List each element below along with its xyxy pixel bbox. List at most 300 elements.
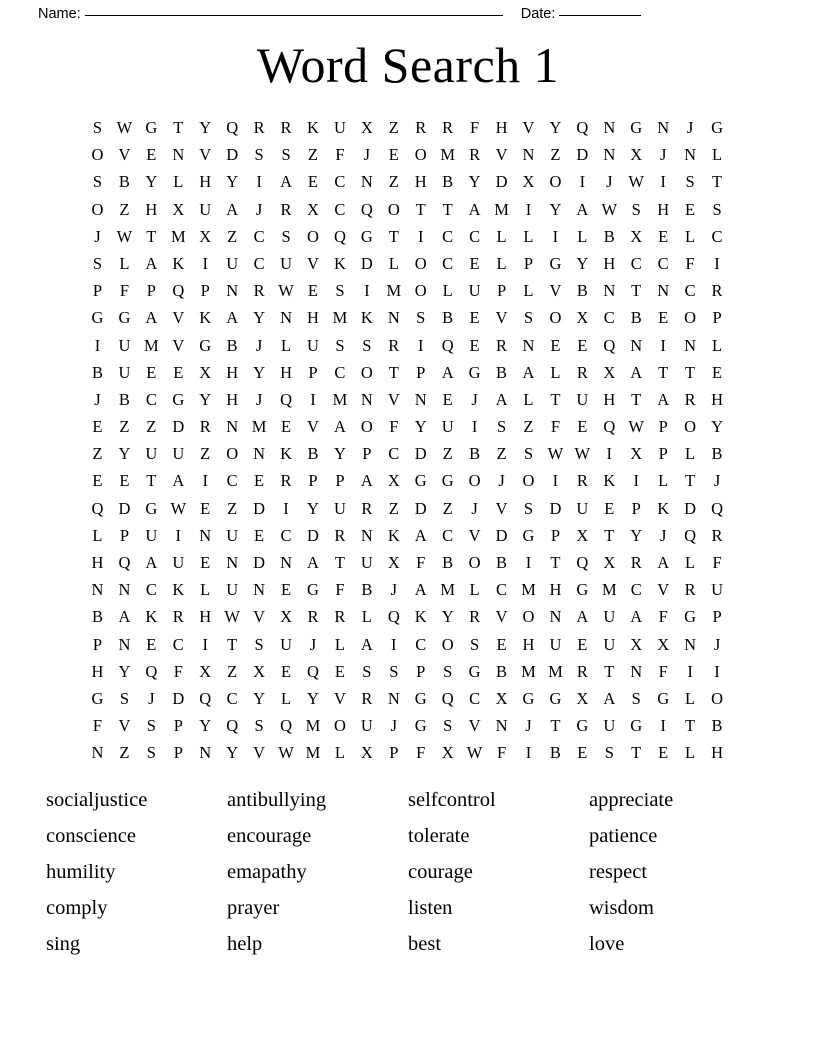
grid-cell[interactable]: U xyxy=(226,525,239,545)
grid-cell[interactable]: X xyxy=(576,688,589,708)
grid-cell[interactable]: S xyxy=(523,308,534,328)
grid-cell[interactable]: E xyxy=(469,308,480,328)
grid-cell[interactable]: C xyxy=(226,688,238,708)
grid-cell[interactable]: P xyxy=(173,743,183,763)
grid-cell[interactable]: U xyxy=(603,634,616,654)
grid-cell[interactable]: Q xyxy=(360,199,373,219)
grid-cell[interactable]: E xyxy=(254,525,265,545)
grid-cell[interactable]: P xyxy=(92,634,103,654)
grid-cell[interactable]: H xyxy=(199,172,212,192)
grid-cell[interactable]: Z xyxy=(388,172,399,192)
grid-cell[interactable]: N xyxy=(414,389,427,409)
grid-cell[interactable]: X xyxy=(630,634,643,654)
grid-cell[interactable]: L xyxy=(523,281,534,301)
grid-cell[interactable]: A xyxy=(226,308,239,328)
grid-cell[interactable]: D xyxy=(414,444,427,464)
grid-cell[interactable]: S xyxy=(281,145,291,165)
grid-cell[interactable]: S xyxy=(92,118,103,137)
grid-cell[interactable]: M xyxy=(332,308,348,328)
grid-cell[interactable]: Q xyxy=(387,607,400,627)
grid-cell[interactable]: T xyxy=(685,362,696,382)
grid-cell[interactable]: N xyxy=(253,580,266,600)
grid-cell[interactable]: N xyxy=(657,281,670,301)
grid-cell[interactable]: M xyxy=(521,661,536,681)
grid-cell[interactable]: A xyxy=(495,389,508,409)
grid-cell[interactable]: D xyxy=(495,172,508,192)
grid-cell[interactable]: Q xyxy=(576,118,589,137)
grid-cell[interactable]: N xyxy=(91,580,104,600)
grid-cell[interactable]: U xyxy=(145,444,158,464)
grid-cell[interactable]: Y xyxy=(118,444,131,464)
grid-cell[interactable]: I xyxy=(525,553,532,572)
grid-cell[interactable]: T xyxy=(146,226,157,246)
grid-cell[interactable]: T xyxy=(604,661,615,681)
grid-cell[interactable]: E xyxy=(92,471,103,491)
grid-cell[interactable]: E xyxy=(658,226,669,246)
grid-cell[interactable]: Y xyxy=(307,498,319,518)
grid-cell[interactable]: G xyxy=(576,716,589,736)
grid-cell[interactable]: U xyxy=(226,580,239,600)
grid-cell[interactable]: M xyxy=(521,580,536,600)
grid-cell[interactable]: R xyxy=(280,118,292,137)
grid-cell[interactable]: R xyxy=(630,553,642,572)
grid-cell[interactable]: S xyxy=(631,688,641,708)
grid-cell[interactable]: H xyxy=(145,199,158,219)
grid-cell[interactable]: X xyxy=(441,743,454,763)
grid-cell[interactable]: E xyxy=(469,335,480,355)
grid-cell[interactable]: T xyxy=(685,716,696,736)
grid-cell[interactable]: S xyxy=(416,308,426,328)
grid-cell[interactable]: D xyxy=(253,553,266,572)
grid-cell[interactable]: X xyxy=(280,607,292,627)
grid-cell[interactable]: L xyxy=(200,580,211,600)
grid-cell[interactable]: U xyxy=(333,118,346,137)
grid-cell[interactable]: P xyxy=(173,716,183,736)
grid-cell[interactable]: P xyxy=(119,525,129,545)
grid-cell[interactable]: A xyxy=(118,607,131,627)
grid-cell[interactable]: B xyxy=(496,362,508,382)
grid-cell[interactable]: I xyxy=(660,172,666,192)
grid-cell[interactable]: X xyxy=(522,172,535,192)
word-list-item[interactable]: encourage xyxy=(227,825,312,847)
grid-cell[interactable]: U xyxy=(145,525,158,545)
grid-cell[interactable]: M xyxy=(251,417,267,437)
grid-cell[interactable]: S xyxy=(712,199,722,219)
grid-cell[interactable]: G xyxy=(145,118,158,137)
grid-cell[interactable]: U xyxy=(603,716,616,736)
word-list-item[interactable]: sing xyxy=(46,933,81,955)
grid-cell[interactable]: A xyxy=(576,199,589,219)
grid-cell[interactable]: K xyxy=(199,308,212,328)
name-write-in-line[interactable] xyxy=(85,15,503,16)
grid-cell[interactable]: N xyxy=(522,145,535,165)
grid-cell[interactable]: L xyxy=(550,362,561,382)
word-list-item[interactable]: conscience xyxy=(46,825,136,847)
grid-cell[interactable]: B xyxy=(442,553,454,572)
grid-cell[interactable]: V xyxy=(307,253,319,273)
grid-cell[interactable]: W xyxy=(224,607,240,627)
grid-cell[interactable]: J xyxy=(686,118,694,137)
word-list-item[interactable]: love xyxy=(589,933,625,955)
grid-cell[interactable]: J xyxy=(713,471,721,491)
grid-cell[interactable]: J xyxy=(390,716,397,736)
grid-cell[interactable]: F xyxy=(92,716,103,736)
grid-cell[interactable]: C xyxy=(145,580,157,600)
grid-cell[interactable]: I xyxy=(364,281,370,301)
grid-cell[interactable]: O xyxy=(711,688,723,708)
grid-cell[interactable]: P xyxy=(550,525,560,545)
grid-cell[interactable]: A xyxy=(307,553,319,572)
grid-cell[interactable]: F xyxy=(173,661,183,681)
grid-cell[interactable]: I xyxy=(202,634,208,654)
grid-cell[interactable]: Z xyxy=(227,498,238,518)
grid-cell[interactable]: L xyxy=(685,226,696,246)
grid-cell[interactable]: A xyxy=(414,580,427,600)
grid-cell[interactable]: R xyxy=(334,607,346,627)
grid-cell[interactable]: G xyxy=(468,362,481,382)
grid-cell[interactable]: H xyxy=(91,553,104,572)
grid-cell[interactable]: Q xyxy=(226,716,239,736)
grid-cell[interactable]: X xyxy=(387,471,400,491)
grid-cell[interactable]: H xyxy=(657,199,670,219)
grid-cell[interactable]: E xyxy=(119,471,130,491)
grid-cell[interactable]: Z xyxy=(146,417,157,437)
grid-cell[interactable]: S xyxy=(523,444,534,464)
grid-cell[interactable]: I xyxy=(606,444,613,464)
grid-cell[interactable]: R xyxy=(280,471,292,491)
grid-cell[interactable]: I xyxy=(714,661,720,681)
grid-cell[interactable]: N xyxy=(199,743,212,763)
grid-cell[interactable]: Y xyxy=(226,743,239,763)
grid-cell[interactable]: Z xyxy=(388,498,399,518)
grid-cell[interactable]: C xyxy=(496,580,508,600)
grid-cell[interactable]: Z xyxy=(388,118,399,137)
grid-cell[interactable]: D xyxy=(118,498,131,518)
grid-cell[interactable]: J xyxy=(498,471,505,491)
grid-cell[interactable]: G xyxy=(360,226,373,246)
grid-cell[interactable]: K xyxy=(657,498,670,518)
grid-cell[interactable]: E xyxy=(577,335,588,355)
grid-cell[interactable]: G xyxy=(414,716,427,736)
grid-cell[interactable]: L xyxy=(577,226,588,246)
grid-cell[interactable]: W xyxy=(628,172,644,192)
grid-cell[interactable]: S xyxy=(254,634,264,654)
grid-cell[interactable]: F xyxy=(685,253,695,273)
grid-cell[interactable]: F xyxy=(712,553,722,572)
grid-cell[interactable]: G xyxy=(91,688,104,708)
grid-cell[interactable]: I xyxy=(417,335,424,355)
grid-cell[interactable]: O xyxy=(91,199,104,219)
grid-cell[interactable]: Q xyxy=(307,661,319,681)
grid-cell[interactable]: T xyxy=(550,553,561,572)
grid-cell[interactable]: I xyxy=(660,716,666,736)
grid-cell[interactable]: T xyxy=(711,172,723,192)
word-list-item[interactable]: listen xyxy=(408,897,453,919)
grid-cell[interactable]: E xyxy=(280,580,292,600)
grid-cell[interactable]: H xyxy=(711,743,723,763)
grid-cell[interactable]: P xyxy=(631,498,641,518)
grid-cell[interactable]: R xyxy=(469,145,481,165)
grid-cell[interactable]: I xyxy=(660,335,666,355)
grid-cell[interactable]: B xyxy=(469,444,481,464)
grid-cell[interactable]: X xyxy=(630,145,643,165)
grid-cell[interactable]: P xyxy=(416,661,426,681)
grid-cell[interactable]: L xyxy=(496,253,507,273)
grid-cell[interactable]: R xyxy=(576,362,588,382)
grid-cell[interactable]: I xyxy=(714,253,720,273)
word-list-item[interactable]: antibullying xyxy=(227,789,327,811)
grid-cell[interactable]: K xyxy=(387,525,400,545)
grid-cell[interactable]: G xyxy=(118,308,131,328)
grid-cell[interactable]: D xyxy=(414,498,427,518)
grid-cell[interactable]: O xyxy=(414,145,427,165)
grid-cell[interactable]: A xyxy=(576,607,589,627)
grid-cell[interactable]: N xyxy=(684,634,697,654)
grid-cell[interactable]: Z xyxy=(523,417,534,437)
grid-cell[interactable]: G xyxy=(630,118,643,137)
grid-cell[interactable]: E xyxy=(658,308,669,328)
grid-cell[interactable]: Q xyxy=(684,525,697,545)
grid-cell[interactable]: T xyxy=(658,362,669,382)
word-list-item[interactable]: appreciate xyxy=(589,789,674,811)
grid-cell[interactable]: Y xyxy=(576,253,589,273)
grid-cell[interactable]: E xyxy=(496,634,507,654)
grid-cell[interactable]: I xyxy=(552,226,559,246)
grid-cell[interactable]: M xyxy=(386,281,402,301)
grid-cell[interactable]: Z xyxy=(119,417,130,437)
grid-cell[interactable]: R xyxy=(711,281,723,301)
grid-cell[interactable]: N xyxy=(603,118,616,137)
grid-cell[interactable]: L xyxy=(685,553,696,572)
grid-cell[interactable]: A xyxy=(630,607,643,627)
grid-cell[interactable]: E xyxy=(280,417,292,437)
grid-cell[interactable]: C xyxy=(253,253,265,273)
grid-cell[interactable]: W xyxy=(547,444,564,464)
grid-cell[interactable]: M xyxy=(332,389,348,409)
grid-cell[interactable]: O xyxy=(333,716,346,736)
grid-cell[interactable]: O xyxy=(441,634,454,654)
grid-cell[interactable]: B xyxy=(91,607,103,627)
grid-cell[interactable]: V xyxy=(253,607,266,627)
grid-cell[interactable]: H xyxy=(522,634,535,654)
grid-cell[interactable]: S xyxy=(146,716,156,736)
grid-cell[interactable]: G xyxy=(630,716,643,736)
grid-cell[interactable]: K xyxy=(307,118,319,137)
grid-cell[interactable]: S xyxy=(146,743,156,763)
grid-cell[interactable]: S xyxy=(631,199,641,219)
grid-cell[interactable]: F xyxy=(335,145,345,165)
grid-cell[interactable]: J xyxy=(390,580,397,600)
grid-cell[interactable]: N xyxy=(684,145,697,165)
grid-cell[interactable]: O xyxy=(387,199,400,219)
grid-cell[interactable]: T xyxy=(334,553,345,572)
date-write-in-line[interactable] xyxy=(559,15,641,16)
grid-cell[interactable]: S xyxy=(281,226,291,246)
grid-cell[interactable]: E xyxy=(146,362,157,382)
grid-cell[interactable]: G xyxy=(711,118,723,137)
grid-cell[interactable]: G xyxy=(522,525,535,545)
grid-cell[interactable]: L xyxy=(442,281,453,301)
grid-cell[interactable]: N xyxy=(226,417,239,437)
grid-cell[interactable]: I xyxy=(633,471,639,491)
grid-cell[interactable]: I xyxy=(417,226,424,246)
grid-cell[interactable]: O xyxy=(414,253,427,273)
grid-cell[interactable]: N xyxy=(91,743,104,763)
grid-cell[interactable]: T xyxy=(227,634,238,654)
grid-cell[interactable]: N xyxy=(630,335,643,355)
grid-cell[interactable]: Z xyxy=(227,661,238,681)
grid-cell[interactable]: C xyxy=(469,226,481,246)
grid-cell[interactable]: R xyxy=(253,118,265,137)
grid-cell[interactable]: E xyxy=(200,498,211,518)
grid-cell[interactable]: J xyxy=(94,389,101,409)
grid-cell[interactable]: V xyxy=(495,607,508,627)
grid-cell[interactable]: I xyxy=(471,417,478,437)
grid-cell[interactable]: S xyxy=(443,661,453,681)
grid-cell[interactable]: I xyxy=(310,389,316,409)
grid-cell[interactable]: C xyxy=(388,444,400,464)
grid-cell[interactable]: V xyxy=(118,716,131,736)
grid-cell[interactable]: M xyxy=(440,580,455,600)
grid-cell[interactable]: I xyxy=(256,172,262,192)
grid-cell[interactable]: T xyxy=(631,389,642,409)
grid-cell[interactable]: J xyxy=(255,199,263,219)
word-list-item[interactable]: wisdom xyxy=(589,897,654,919)
grid-cell[interactable]: N xyxy=(387,308,400,328)
grid-cell[interactable]: V xyxy=(333,688,346,708)
grid-cell[interactable]: A xyxy=(145,253,158,273)
word-list-item[interactable]: comply xyxy=(46,897,108,919)
grid-cell[interactable]: B xyxy=(496,553,508,572)
grid-cell[interactable]: F xyxy=(416,743,426,763)
grid-cell[interactable]: W xyxy=(278,281,294,301)
grid-cell[interactable]: V xyxy=(307,417,319,437)
grid-cell[interactable]: U xyxy=(576,498,589,518)
grid-cell[interactable]: Y xyxy=(414,417,427,437)
grid-cell[interactable]: N xyxy=(280,553,292,572)
grid-cell[interactable]: E xyxy=(307,172,319,192)
grid-cell[interactable]: S xyxy=(92,253,103,273)
grid-cell[interactable]: Z xyxy=(442,444,453,464)
grid-cell[interactable]: S xyxy=(335,335,345,355)
grid-cell[interactable]: B xyxy=(442,172,454,192)
grid-cell[interactable]: O xyxy=(549,172,562,192)
grid-cell[interactable]: H xyxy=(495,118,508,137)
grid-cell[interactable]: V xyxy=(199,145,212,165)
grid-cell[interactable]: X xyxy=(576,308,589,328)
grid-cell[interactable]: I xyxy=(525,199,532,219)
grid-cell[interactable]: G xyxy=(441,471,454,491)
grid-cell[interactable]: I xyxy=(525,743,532,763)
grid-cell[interactable]: Z xyxy=(550,145,561,165)
grid-cell[interactable]: G xyxy=(199,335,212,355)
grid-cell[interactable]: J xyxy=(713,634,721,654)
grid-cell[interactable]: C xyxy=(630,580,642,600)
grid-cell[interactable]: N xyxy=(603,145,616,165)
grid-cell[interactable]: A xyxy=(522,362,535,382)
grid-cell[interactable]: A xyxy=(657,389,670,409)
grid-cell[interactable]: X xyxy=(495,688,508,708)
grid-cell[interactable]: I xyxy=(687,661,693,681)
word-list-item[interactable]: courage xyxy=(408,861,473,883)
grid-cell[interactable]: G xyxy=(657,688,670,708)
grid-cell[interactable]: O xyxy=(468,553,481,572)
grid-cell[interactable]: U xyxy=(441,417,454,437)
grid-cell[interactable]: L xyxy=(280,335,292,355)
grid-cell[interactable]: T xyxy=(146,471,157,491)
grid-cell[interactable]: F xyxy=(496,743,507,763)
grid-cell[interactable]: H xyxy=(603,389,616,409)
grid-cell[interactable]: G xyxy=(549,688,562,708)
grid-cell[interactable]: U xyxy=(360,716,373,736)
grid-cell[interactable]: W xyxy=(170,498,187,518)
grid-cell[interactable]: O xyxy=(414,281,427,301)
grid-cell[interactable]: V xyxy=(253,743,266,763)
grid-cell[interactable]: C xyxy=(280,525,292,545)
grid-cell[interactable]: Y xyxy=(549,118,562,137)
grid-cell[interactable]: B xyxy=(711,716,723,736)
grid-cell[interactable]: R xyxy=(172,607,184,627)
grid-cell[interactable]: N xyxy=(360,172,373,192)
grid-cell[interactable]: N xyxy=(253,444,266,464)
grid-cell[interactable]: G xyxy=(145,498,158,518)
grid-cell[interactable]: R xyxy=(576,471,588,491)
grid-cell[interactable]: J xyxy=(94,226,101,246)
grid-cell[interactable]: Z xyxy=(200,444,211,464)
grid-cell[interactable]: P xyxy=(335,471,345,491)
grid-cell[interactable]: U xyxy=(280,634,292,654)
grid-cell[interactable]: Q xyxy=(603,417,616,437)
grid-cell[interactable]: X xyxy=(657,634,670,654)
grid-cell[interactable]: F xyxy=(416,553,426,572)
grid-cell[interactable]: X xyxy=(360,743,373,763)
grid-cell[interactable]: C xyxy=(226,471,238,491)
grid-cell[interactable]: O xyxy=(91,145,104,165)
grid-cell[interactable]: K xyxy=(280,444,292,464)
grid-cell[interactable]: B xyxy=(496,661,508,681)
grid-cell[interactable]: X xyxy=(387,553,400,572)
grid-cell[interactable]: E xyxy=(307,281,319,301)
grid-cell[interactable]: L xyxy=(496,226,507,246)
grid-cell[interactable]: S xyxy=(362,661,372,681)
grid-cell[interactable]: R xyxy=(711,525,723,545)
grid-cell[interactable]: J xyxy=(363,145,371,165)
grid-cell[interactable]: X xyxy=(630,444,643,464)
grid-cell[interactable]: L xyxy=(523,226,534,246)
grid-cell[interactable]: A xyxy=(145,308,158,328)
grid-cell[interactable]: B xyxy=(549,743,561,763)
grid-cell[interactable]: E xyxy=(442,389,453,409)
grid-cell[interactable]: L xyxy=(523,389,534,409)
grid-cell[interactable]: R xyxy=(388,335,400,355)
grid-cell[interactable]: N xyxy=(360,525,373,545)
grid-cell[interactable]: Y xyxy=(199,716,212,736)
grid-cell[interactable]: V xyxy=(387,389,400,409)
grid-cell[interactable]: Y xyxy=(145,172,158,192)
grid-cell[interactable]: Y xyxy=(226,172,239,192)
grid-cell[interactable]: R xyxy=(253,281,265,301)
grid-cell[interactable]: L xyxy=(173,172,184,192)
grid-cell[interactable]: S xyxy=(604,743,614,763)
grid-cell[interactable]: G xyxy=(549,253,562,273)
grid-cell[interactable]: S xyxy=(119,688,129,708)
grid-cell[interactable]: S xyxy=(470,634,480,654)
grid-cell[interactable]: I xyxy=(94,335,101,355)
grid-cell[interactable]: D xyxy=(684,498,697,518)
grid-cell[interactable]: O xyxy=(307,226,319,246)
grid-cell[interactable]: Q xyxy=(333,226,346,246)
grid-cell[interactable]: Y xyxy=(199,389,212,409)
